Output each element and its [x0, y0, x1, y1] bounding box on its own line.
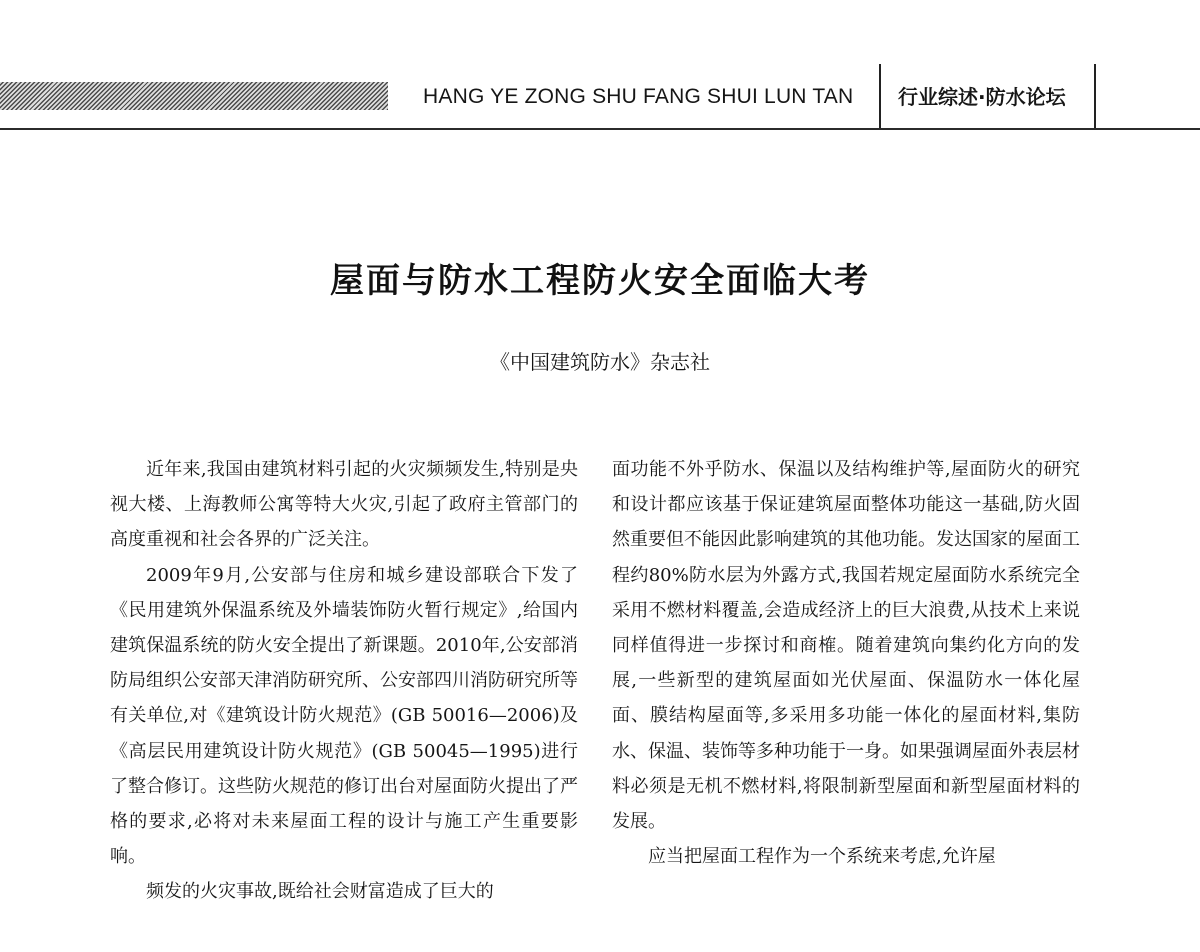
header-hatch-band — [0, 82, 388, 110]
paragraph: 频发的火灾事故,既给社会财富造成了巨大的 — [146, 881, 494, 903]
paragraph: 2009年9月,公安部与住房和城乡建设部联合下发了《民用建筑外保温系统及外墙装饰防火暂行规定》,给国内建筑保温系统的防火安全提出了新课题。2010年,公安部消防局组织公安部天津消防研究所、公安部四川消防研究所等有关单位,对《建筑设计防火规范》(GB 50016—2006)及《高层民用建筑设计防火规范》(GB 50045—1995)进行了整合修订。这些防火规范的修订出台对屋面防火提出了严格的要求,必将对未来屋面工程的设计与施工产生重要影响。 — [110, 564, 578, 868]
running-header-section: 行业综述·防水论坛 — [898, 85, 1066, 109]
paragraph: 面功能不外乎防水、保温以及结构维护等,屋面防火的研究和设计都应该基于保证建筑屋面整体功能这一基础,防火固然重要但不能因此影响建筑的其他功能。发达国家的屋面工程约80%防水层为外露方式,我国若规定屋面防水系统完全采用不燃材料覆盖,会造成经济上的巨大浪费,从技术上来说同样值得进一步探讨和商榷。随着建筑向集约化方向的发展,一些新型的建筑屋面如光伏屋面、保温防水一体化屋面、膜结构屋面等,多采用多功能一体化的屋面材料,集防水、保温、装饰等多种功能于一身。如果强调屋面外表层材料必须是无机不燃材料,将限制新型屋面和新型屋面材料的发展。 — [612, 459, 1080, 833]
article-title: 屋面与防水工程防火安全面临大考 — [330, 261, 870, 301]
paragraph: 近年来,我国由建筑材料引起的火灾频频发生,特别是央视大楼、上海教师公寓等特大火灾,引起了政府主管部门的高度重视和社会各界的广泛关注。 — [110, 459, 578, 551]
article-author: 《中国建筑防水》杂志社 — [490, 350, 710, 374]
body-column-right — [612, 452, 1080, 874]
header-divider-right — [1094, 64, 1096, 128]
paragraph: 应当把屋面工程作为一个系统来考虑,允许屋 — [648, 846, 996, 868]
header-divider-left — [879, 64, 881, 128]
body-column-left — [110, 452, 578, 910]
header-rule — [0, 128, 1200, 130]
running-header-pinyin: HANG YE ZONG SHU FANG SHUI LUN TAN — [423, 85, 854, 108]
